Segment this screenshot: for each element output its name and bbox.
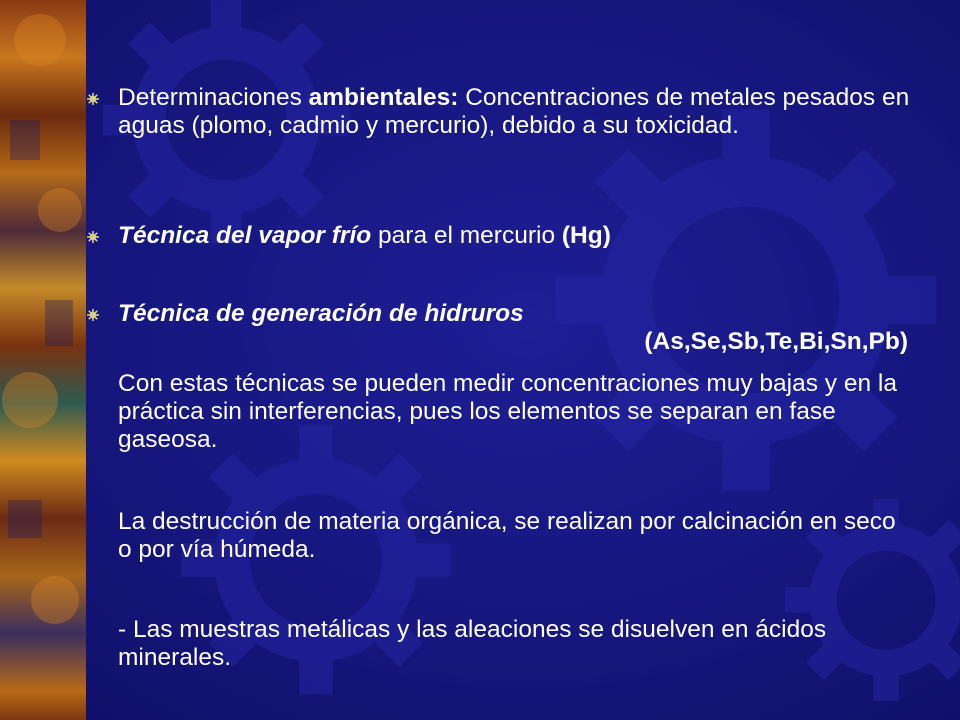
- bullet-vapor-frio: [118, 222, 910, 250]
- paragraph-muestras: - Las muestras metálicas y las aleaciones se disuelven en ácidos minerales.: [118, 616, 827, 671]
- paragraph-destruccion: La destrucción de materia orgánica, se realizan por calcinación en seco o por vía húmeda.: [118, 508, 896, 563]
- bullet-text: Concentraciones de metales pesados en aguas (plomo, cadmio y mercurio), debido a su toxicidad.: [118, 84, 910, 139]
- element-symbol: (Hg): [561, 222, 611, 249]
- paragraph-tecnicas: Con estas técnicas se pueden medir concentraciones muy bajas y en la práctica sin interferencias, pues los elementos se separan en fase gaseosa.: [118, 370, 897, 453]
- technique-name: Técnica de generación de hidruros: [118, 300, 524, 327]
- bullet-text: Determinaciones: [118, 84, 309, 111]
- bullet-text: para el mercurio: [371, 222, 562, 249]
- bullet-keyword: ambientales:: [308, 84, 459, 111]
- element-list: (As,Se,Sb,Te,Bi,Sn,Pb): [644, 328, 908, 355]
- sun-bullet-icon: [87, 93, 99, 105]
- bullet-ambientales: [118, 84, 910, 140]
- bullet-hidruros: [118, 300, 908, 356]
- sun-bullet-icon: [87, 231, 99, 243]
- sun-bullet-icon: [87, 309, 99, 321]
- strip-gear-icon: [0, 0, 86, 720]
- technique-name: Técnica del vapor frío: [118, 222, 372, 249]
